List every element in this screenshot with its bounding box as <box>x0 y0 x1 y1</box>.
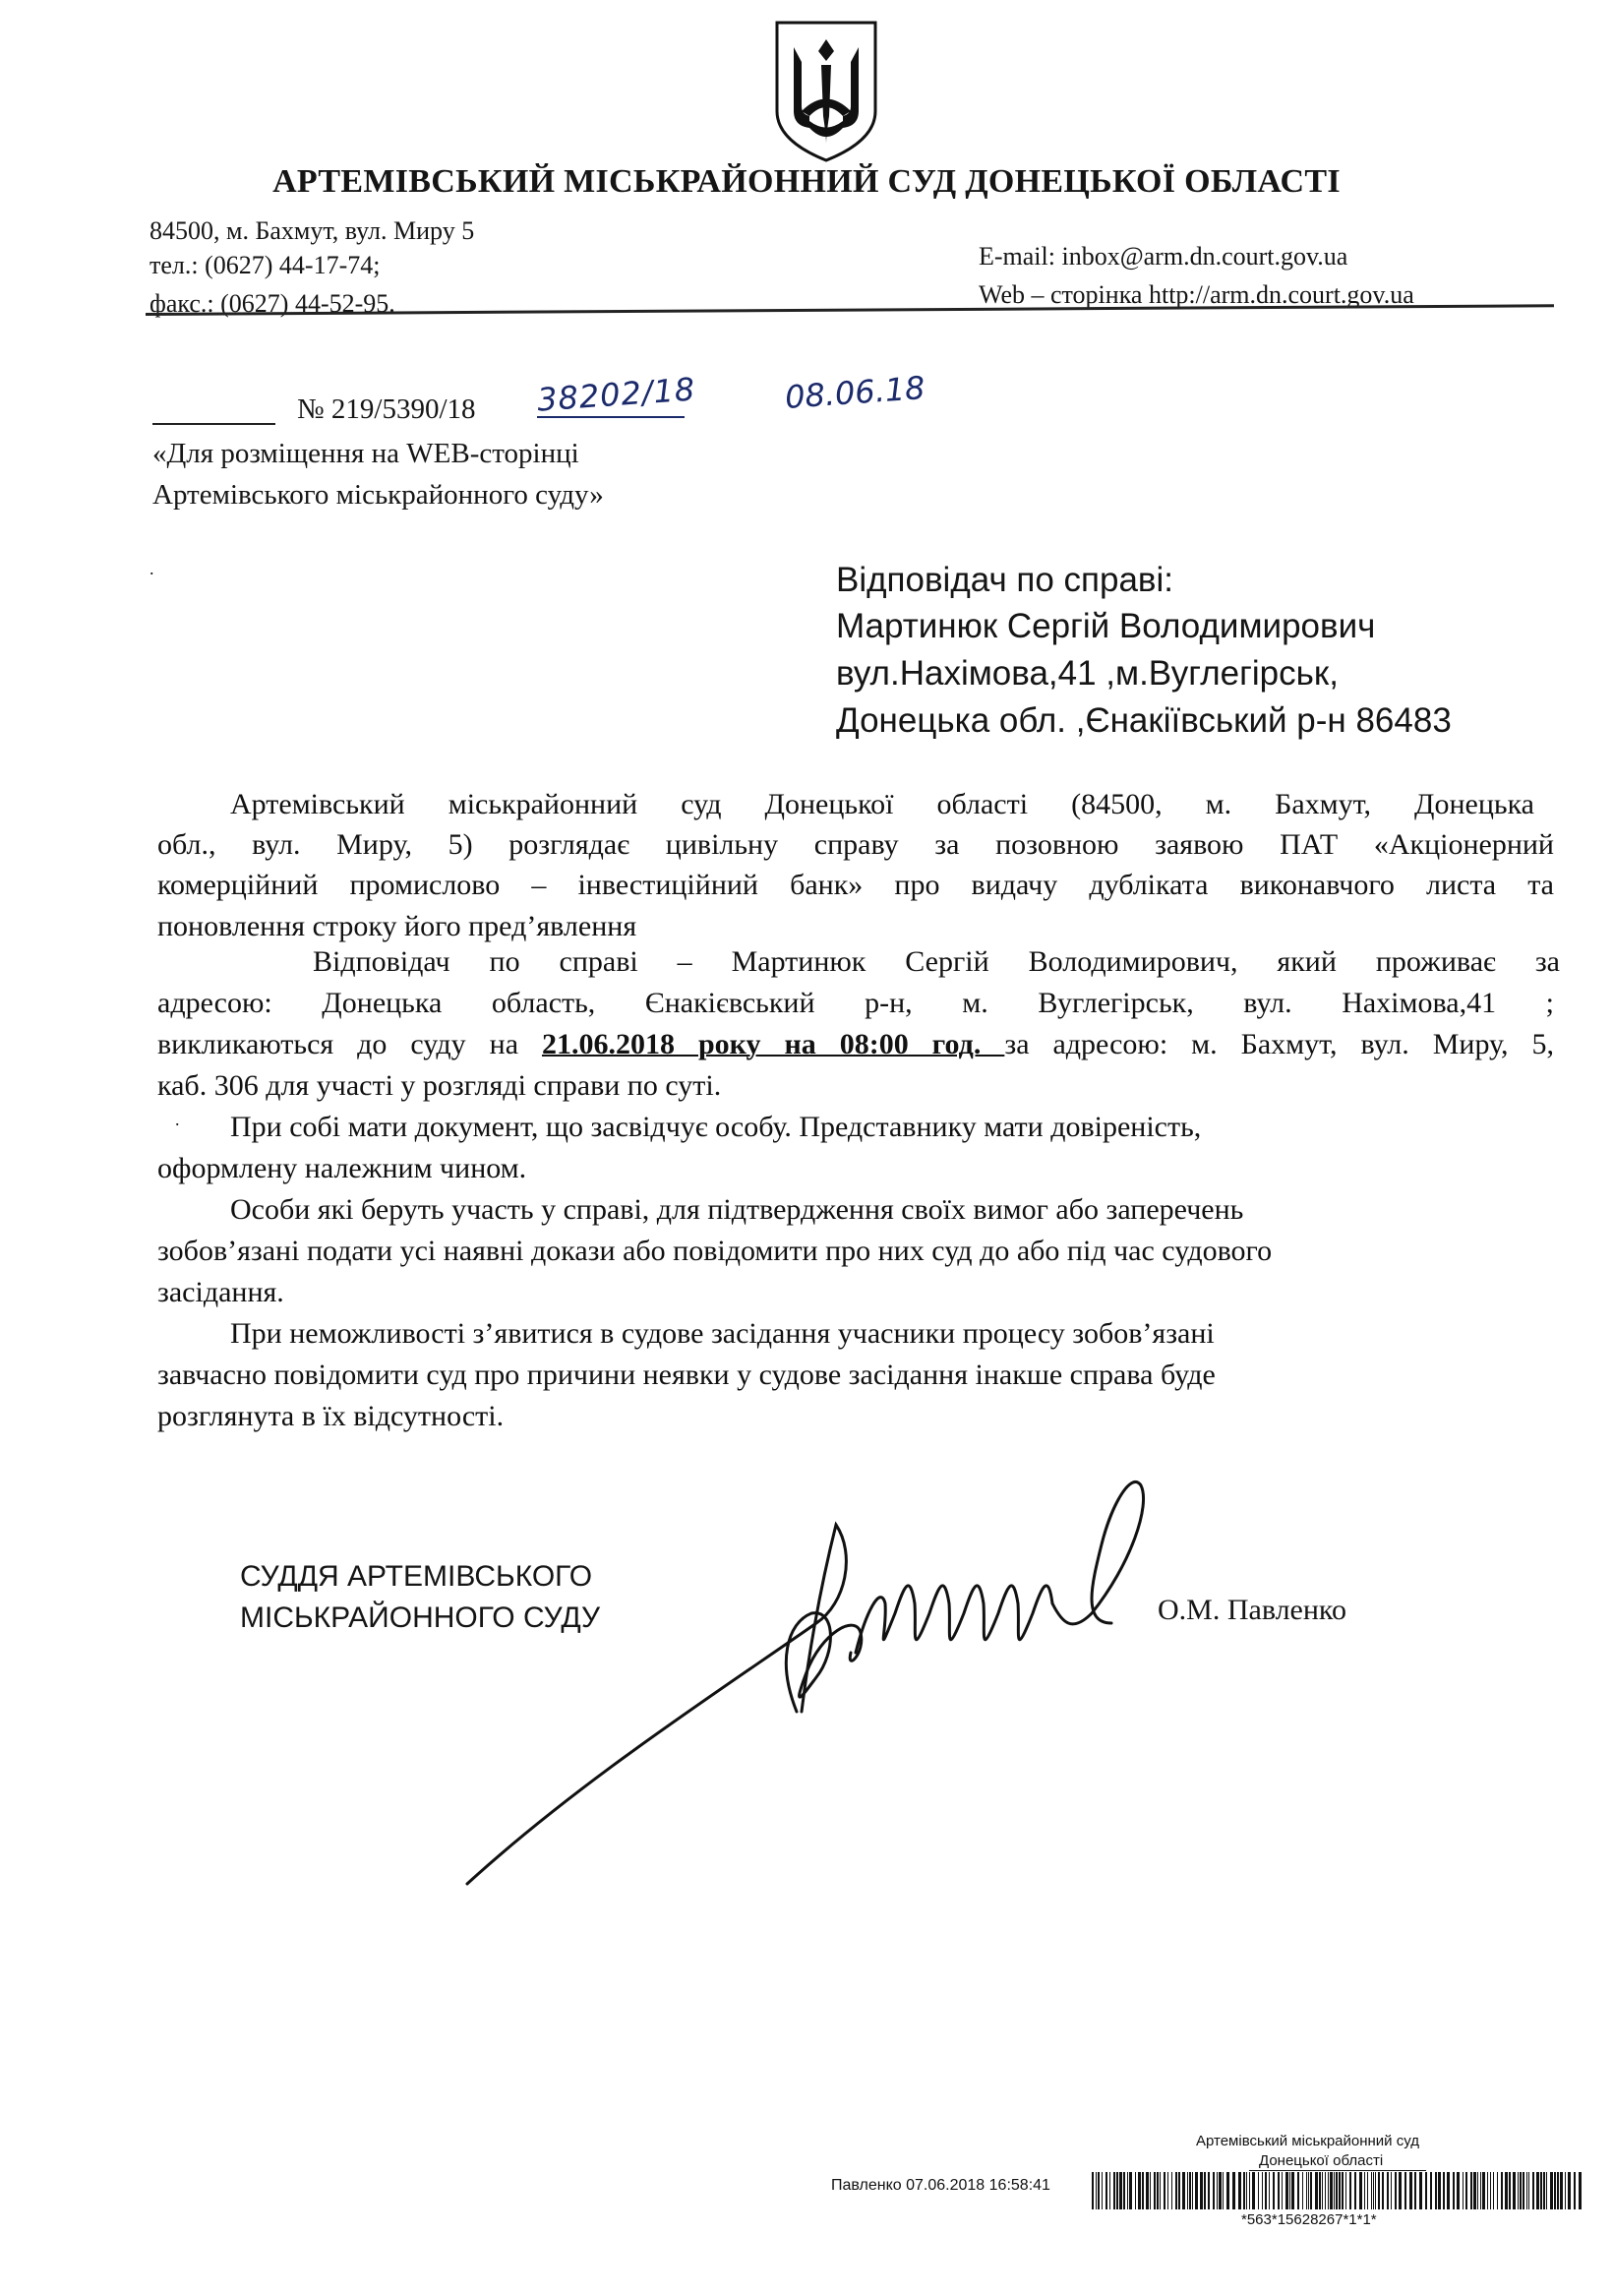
barcode-bar <box>1404 2172 1406 2209</box>
web-publication-note-line1: «Для розміщення на WEB-сторінці <box>152 438 579 469</box>
barcode-bar <box>1367 2172 1368 2209</box>
handwritten-registration-date: 08.06.18 <box>783 369 926 416</box>
judge-title-line1: СУДДЯ АРТЕМІВСЬКОГО <box>240 1560 593 1593</box>
barcode-bar <box>1532 2172 1534 2209</box>
court-website: Web – сторінка http://arm.dn.court.gov.ua <box>979 280 1414 309</box>
barcode-bar <box>1243 2172 1245 2209</box>
judge-title-line2: МІСЬКРАЙОННОГО СУДУ <box>240 1601 601 1634</box>
barcode-bar <box>1399 2172 1402 2209</box>
barcode-bar <box>1127 2172 1128 2209</box>
barcode-bar <box>1213 2172 1215 2209</box>
body-paragraph-5-line: розглянута в їх відсутності. <box>157 1400 505 1432</box>
barcode-bar <box>1520 2172 1522 2209</box>
barcode-bar <box>1252 2172 1255 2209</box>
judge-name: О.М. Павленко <box>1158 1594 1346 1626</box>
barcode-bar <box>1509 2172 1511 2209</box>
barcode-bar <box>1123 2172 1125 2209</box>
handwritten-underline <box>537 416 685 418</box>
barcode-bar <box>1536 2172 1539 2209</box>
body-paragraph-2-line: каб. 306 для участі у розгляді справи по суті. <box>157 1069 722 1102</box>
body-paragraph-5-line: При неможливості з’явитися в судове засідання учасники процесу зобов’язані <box>230 1317 1215 1350</box>
body-paragraph-4-line: зобов’язані подати усі наявні докази або повідомити про них суд до або під час судового <box>157 1235 1273 1267</box>
barcode-bar <box>1208 2172 1210 2209</box>
barcode-bar <box>1543 2172 1545 2209</box>
addressee-label: Відповідач по справі: <box>836 561 1174 599</box>
barcode-bar <box>1490 2172 1491 2209</box>
barcode-bar <box>1378 2172 1380 2209</box>
barcode-bar <box>1505 2172 1508 2209</box>
barcode-bar <box>1249 2172 1250 2209</box>
barcode-bar <box>1102 2172 1103 2209</box>
barcode-bar <box>1447 2172 1450 2209</box>
barcode-bar <box>1435 2172 1437 2209</box>
barcode-bar <box>1345 2172 1346 2209</box>
barcode-bar <box>1146 2172 1149 2209</box>
court-fax: факс.: (0627) 44-52-95. <box>149 289 395 318</box>
barcode-bar <box>1129 2172 1132 2209</box>
barcode-bar <box>1371 2172 1372 2209</box>
hearing-datetime: 21.06.2018 року на 08:00 год. <box>541 1028 1005 1060</box>
barcode-bar <box>1195 2172 1198 2209</box>
e-signature-org-line2: Донецької області <box>1259 2152 1384 2169</box>
e-signature-signer: Павленко 07.06.2018 16:58:41 <box>831 2177 1050 2194</box>
handwritten-signature <box>462 1466 1170 1889</box>
barcode-bar <box>1523 2172 1524 2209</box>
barcode-bar <box>1391 2172 1392 2209</box>
barcode-bar <box>1322 2172 1323 2209</box>
body-paragraph-1-line: комерційний промислово – інвестиційний банк» про видачу дубліката виконавчого листа та <box>157 869 1554 901</box>
barcode-bar <box>1282 2172 1283 2209</box>
barcode-bar <box>1470 2172 1472 2209</box>
body-paragraph-3-line: оформлену належним чином. <box>157 1152 527 1184</box>
stray-mark: . <box>149 559 154 578</box>
barcode-bar <box>1315 2172 1318 2209</box>
barcode-bar <box>1554 2172 1556 2209</box>
barcode-bar <box>1425 2172 1427 2209</box>
barcode-bar <box>1291 2172 1294 2209</box>
barcode-bar <box>1336 2172 1338 2209</box>
barcode-bar <box>1328 2172 1329 2209</box>
barcode-bar <box>1560 2172 1563 2209</box>
barcode-bar <box>1540 2172 1542 2209</box>
barcode-bar <box>1138 2172 1141 2209</box>
barcode-bar <box>1438 2172 1441 2209</box>
barcode-bar <box>1375 2172 1376 2209</box>
hearing-call-text: викликаються до суду на <box>157 1028 542 1060</box>
barcode-bar <box>1246 2172 1247 2209</box>
barcode-bar <box>1359 2172 1362 2209</box>
addressee-name: Мартинюк Сергій Володимирович <box>836 607 1376 645</box>
document-barcode <box>1092 2172 1582 2209</box>
web-publication-note-line2: Артемівського міськрайонного суду» <box>152 479 604 511</box>
body-paragraph-2-line <box>157 1029 1554 1060</box>
barcode-bar <box>1262 2172 1263 2209</box>
barcode-bar <box>1154 2172 1156 2209</box>
barcode-bar <box>1116 2172 1118 2209</box>
barcode-bar <box>1310 2172 1312 2209</box>
barcode-bar <box>1465 2172 1467 2209</box>
barcode-bar <box>1497 2172 1498 2209</box>
body-paragraph-4-line: Особи які беруть участь у справі, для підтвердження своїх вимог або заперечень <box>230 1193 1244 1226</box>
body-paragraph-4-line: засідання. <box>157 1276 284 1308</box>
barcode-bar <box>1409 2172 1412 2209</box>
barcode-number: *563*15628267*1*1* <box>1241 2211 1377 2228</box>
barcode-bar <box>1473 2172 1476 2209</box>
barcode-bar <box>1364 2172 1365 2209</box>
barcode-bar <box>1349 2172 1351 2209</box>
addressee-region: Донецька обл. ,Єнакіївський р-н 86483 <box>836 701 1452 740</box>
body-paragraph-1-line: поновлення строку його пред’явлення <box>157 910 637 942</box>
body-paragraph-3-line: При собі мати документ, що засвідчує особу. Представнику мати довіреність, <box>230 1111 1202 1143</box>
barcode-bar <box>1325 2172 1326 2209</box>
barcode-bar <box>1297 2172 1299 2209</box>
barcode-bar <box>1574 2172 1576 2209</box>
barcode-bar <box>1579 2172 1582 2209</box>
stray-mark: . <box>175 1110 180 1129</box>
barcode-bar <box>1219 2172 1222 2209</box>
barcode-bar <box>1550 2172 1553 2209</box>
barcode-bar <box>1526 2172 1527 2209</box>
barcode-bar <box>1373 2172 1374 2209</box>
barcode-bar <box>1285 2172 1288 2209</box>
barcode-bar <box>1354 2172 1356 2209</box>
barcode-bar <box>1098 2172 1100 2209</box>
barcode-bar <box>1157 2172 1159 2209</box>
reference-blank-line <box>152 423 275 425</box>
barcode-bar <box>1480 2172 1481 2209</box>
barcode-bar <box>1493 2172 1494 2209</box>
barcode-bar <box>1306 2172 1307 2209</box>
barcode-bar <box>1278 2172 1280 2209</box>
barcode-bar <box>1178 2172 1180 2209</box>
e-signature-org-line1: Артемівський міськрайонний суд <box>1196 2133 1419 2149</box>
barcode-bar <box>1175 2172 1177 2209</box>
handwritten-registration-number: 38202/18 <box>535 370 697 419</box>
barcode-bar <box>1339 2172 1341 2209</box>
barcode-bar <box>1142 2172 1144 2209</box>
body-paragraph-1-line: Артемівський міськрайонний суд Донецької області (84500, м. Бахмут, Донецька <box>230 788 1534 820</box>
barcode-bar <box>1289 2172 1290 2209</box>
barcode-bar <box>1457 2172 1460 2209</box>
barcode-bar <box>1414 2172 1416 2209</box>
barcode-bar <box>1319 2172 1321 2209</box>
barcode-bar <box>1273 2172 1275 2209</box>
barcode-bar <box>1546 2172 1547 2209</box>
barcode-bar <box>1096 2172 1097 2209</box>
barcode-bar <box>1513 2172 1516 2209</box>
barcode-bar <box>1430 2172 1432 2209</box>
barcode-bar <box>1342 2172 1344 2209</box>
barcode-bar <box>1269 2172 1270 2209</box>
barcode-bar <box>1187 2172 1188 2209</box>
addressee-street: вул.Нахімова,41 ,м.Вуглегірськ, <box>836 654 1339 693</box>
barcode-bar <box>1092 2172 1094 2209</box>
barcode-bar <box>1200 2172 1203 2209</box>
barcode-bar <box>1223 2172 1224 2209</box>
barcode-bar <box>1171 2172 1172 2209</box>
barcode-bar <box>1501 2172 1503 2209</box>
barcode-bar <box>1135 2172 1136 2209</box>
court-title: АРТЕМІВСЬКИЙ МІСЬКРАЙОННИЙ СУД ДОНЕЦЬКОЇ ОБЛАСТІ <box>272 163 1341 200</box>
barcode-bar <box>1113 2172 1115 2209</box>
barcode-bar <box>1308 2172 1309 2209</box>
barcode-bar <box>1477 2172 1478 2209</box>
hearing-address-text: за адресою: м. Бахмут, вул. Миру, 5, <box>1004 1028 1555 1060</box>
barcode-bar <box>1302 2172 1303 2209</box>
barcode-bar <box>1528 2172 1529 2209</box>
court-phone: тел.: (0627) 44-17-74; <box>149 251 381 279</box>
court-address: 84500, м. Бахмут, вул. Миру 5 <box>149 216 475 245</box>
barcode-bar <box>1238 2172 1241 2209</box>
barcode-bar <box>1105 2172 1107 2209</box>
barcode-bar <box>1330 2172 1333 2209</box>
body-paragraph-5-line: завчасно повідомити суд про причини неявки у судове засідання інакше справа буде <box>157 1359 1216 1391</box>
barcode-bar <box>1109 2172 1110 2209</box>
barcode-bar <box>1565 2172 1566 2209</box>
barcode-bar <box>1568 2172 1571 2209</box>
barcode-bar <box>1204 2172 1206 2209</box>
body-paragraph-2-line: Відповідач по справі – Мартинюк Сергій Володимирович, який проживає за <box>313 945 1560 978</box>
barcode-bar <box>1382 2172 1384 2209</box>
barcode-bar <box>1258 2172 1259 2209</box>
body-paragraph-2-line: адресою: Донецька область, Єнакієвський р-н, м. Вуглегірськ, вул. Нахімова,41 ; <box>157 987 1554 1019</box>
barcode-bar <box>1226 2172 1229 2209</box>
barcode-bar <box>1395 2172 1397 2209</box>
barcode-bar <box>1463 2172 1464 2209</box>
trident-emblem-icon <box>772 18 880 165</box>
barcode-bar <box>1557 2172 1559 2209</box>
barcode-bar <box>1150 2172 1151 2209</box>
barcode-bar <box>1482 2172 1485 2209</box>
barcode-bar <box>1164 2172 1165 2209</box>
barcode-bar <box>1217 2172 1218 2209</box>
barcode-bar <box>1487 2172 1488 2209</box>
barcode-bar <box>1167 2172 1168 2209</box>
barcode-bar <box>1192 2172 1193 2209</box>
barcode-bar <box>1182 2172 1185 2209</box>
barcode-bar <box>1518 2172 1519 2209</box>
barcode-bar <box>1119 2172 1122 2209</box>
e-signature-divider <box>1249 2170 1426 2171</box>
barcode-bar <box>1265 2172 1267 2209</box>
reference-number: № 219/5390/18 <box>297 393 476 425</box>
barcode-bar <box>1232 2172 1235 2209</box>
barcode-bar <box>1443 2172 1445 2209</box>
barcode-bar <box>1189 2172 1191 2209</box>
barcode-bar <box>1334 2172 1335 2209</box>
body-paragraph-1-line: обл., вул. Миру, 5) розглядає цивільну справу за позовною заявою ПАТ «Акціонерний <box>157 828 1554 861</box>
barcode-bar <box>1387 2172 1389 2209</box>
court-email: E-mail: inbox@arm.dn.court.gov.ua <box>979 242 1348 271</box>
barcode-bar <box>1419 2172 1422 2209</box>
barcode-bar <box>1453 2172 1455 2209</box>
barcode-bar <box>1160 2172 1161 2209</box>
